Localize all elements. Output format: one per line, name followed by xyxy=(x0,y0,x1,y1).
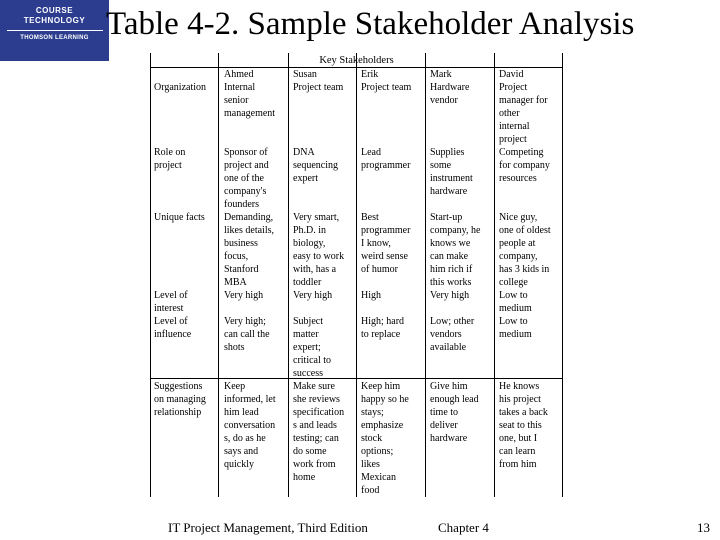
table-right-border xyxy=(562,53,563,497)
table-left-border xyxy=(150,53,151,497)
row-label: Suggestions on managing relationship xyxy=(154,381,206,418)
stakeholder-table xyxy=(150,53,563,497)
table-caption: Key Stakeholders xyxy=(319,55,394,66)
table-cell: Project manager for other internal project xyxy=(499,82,548,145)
logo-line-course: COURSE xyxy=(35,6,74,15)
table-cell: He knows his project takes a back seat to this one, but I can learn from him xyxy=(499,381,548,470)
table-cell: Very high xyxy=(430,290,470,301)
footer-chapter: Chapter 4 xyxy=(438,520,489,535)
column-header: Susan xyxy=(293,69,317,80)
table-cell: Give him enough lead time to deliver hardware xyxy=(430,381,479,444)
column-divider xyxy=(425,53,426,497)
row-label: Level of influence xyxy=(154,316,192,340)
table-cell: Competing for company resources xyxy=(499,147,550,184)
table-cell: High; hard to replace xyxy=(361,316,405,340)
table-cell: Low to medium xyxy=(499,290,532,314)
row-label: Organization xyxy=(154,82,207,93)
column-header: Mark xyxy=(430,69,452,80)
column-divider xyxy=(356,53,357,497)
table-cell: Low to medium xyxy=(499,316,532,340)
table-cell: Best programmer I know, weird sense of humor xyxy=(361,212,411,275)
column-header: Ahmed xyxy=(224,69,254,80)
table-cell: Make sure she reviews specification s and leads testing; can do some work from home xyxy=(293,381,345,483)
table-cell: Sponsor of project and one of the company's founders xyxy=(224,147,269,210)
table-cell: Low; other vendors available xyxy=(430,316,475,353)
logo-line-technology: TECHNOLOGY xyxy=(23,16,86,25)
column-header: Erik xyxy=(361,69,379,80)
table-cell: Demanding, likes details, business focus, Stanford MBA xyxy=(224,212,274,288)
column-header: David xyxy=(499,69,524,80)
row-label: Role on project xyxy=(154,147,186,171)
table-cell: Internal senior management xyxy=(224,82,276,119)
publisher-logo xyxy=(0,0,109,61)
table-cell: Subject matter expert; critical to success xyxy=(293,316,332,379)
table-cell: Very high xyxy=(224,290,264,301)
row-label: Unique facts xyxy=(154,212,205,223)
table-cell: Start-up company, he knows we can make him rich if this works xyxy=(430,212,481,288)
logo-divider xyxy=(7,30,103,31)
table-cell: Very high xyxy=(293,290,333,301)
table-cell: Nice guy, one of oldest people at company, has 3 kids in college xyxy=(499,212,551,288)
column-divider xyxy=(494,53,495,497)
table-cell: Project team xyxy=(361,82,412,93)
table-cell: Project team xyxy=(293,82,344,93)
table-cell: Supplies some instrument hardware xyxy=(430,147,473,197)
row-label: Level of interest xyxy=(154,290,188,314)
table-cell: Keep him happy so he stays; emphasize stock options; likes Mexican food xyxy=(361,381,409,496)
table-cell: Very smart, Ph.D. in biology, easy to work with, has a toddler xyxy=(293,212,345,288)
slide-title: Table 4-2. Sample Stakeholder Analysis xyxy=(106,6,635,42)
table-cell: High xyxy=(361,290,381,301)
column-divider xyxy=(218,53,219,497)
logo-line-thomson: THOMSON LEARNING xyxy=(20,35,89,41)
table-cell: Lead programmer xyxy=(361,147,411,171)
slide-number: 13 xyxy=(697,520,710,535)
table-cell: Keep informed, let him lead conversation s, do as he says and quickly xyxy=(224,381,276,470)
table-cell: Hardware vendor xyxy=(430,82,470,106)
column-divider xyxy=(288,53,289,497)
table-cell: Very high; can call the shots xyxy=(224,316,270,353)
footer-course-title: IT Project Management, Third Edition xyxy=(168,520,368,535)
row-divider xyxy=(150,378,563,379)
table-cell: DNA sequencing expert xyxy=(293,147,338,184)
